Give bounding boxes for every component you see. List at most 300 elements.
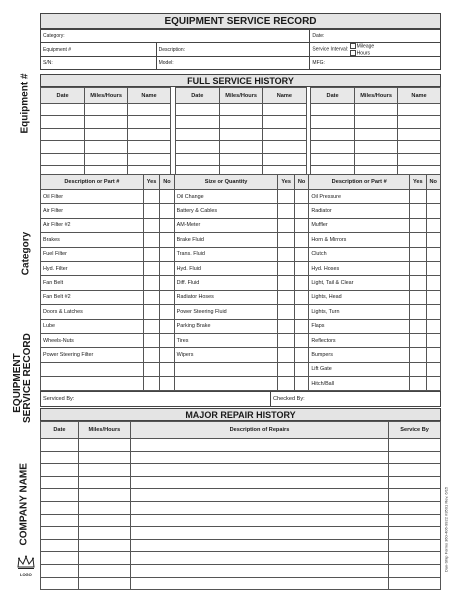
service-history-cell[interactable] bbox=[311, 153, 355, 165]
checklist-no-box[interactable] bbox=[294, 247, 308, 261]
checklist-item: Fuel Filter bbox=[41, 247, 144, 261]
service-history-cell[interactable] bbox=[175, 153, 220, 165]
mfg-field[interactable] bbox=[310, 57, 441, 70]
checklist-yes-box[interactable] bbox=[410, 218, 426, 232]
checklist-no-box[interactable] bbox=[160, 247, 174, 261]
service-history-cell[interactable] bbox=[128, 141, 171, 153]
checklist-item: Parking Brake bbox=[174, 319, 278, 333]
repair-history-cell[interactable] bbox=[78, 514, 130, 527]
repair-history-cell[interactable] bbox=[41, 552, 79, 565]
checklist-yes-box[interactable] bbox=[278, 333, 294, 347]
service-interval-field[interactable] bbox=[310, 43, 441, 57]
side-label-record-line-1: EQUIPMENT bbox=[12, 353, 23, 413]
service-history-table-2[interactable] bbox=[175, 87, 307, 178]
checklist-item: Power Steering Filter bbox=[41, 348, 144, 362]
mfg-label: MFG: bbox=[312, 60, 325, 66]
repair-history-cell[interactable] bbox=[389, 577, 441, 590]
checklist-item: Fan Belt #2 bbox=[41, 290, 144, 304]
table-row bbox=[41, 464, 441, 477]
checklist-header: No bbox=[426, 175, 440, 190]
checklist-yes-box[interactable] bbox=[278, 233, 294, 247]
checklist-no-box[interactable] bbox=[294, 261, 308, 275]
checklist-header: No bbox=[294, 175, 308, 190]
checklist-yes-box[interactable] bbox=[410, 333, 426, 347]
checklist-no-box[interactable] bbox=[294, 305, 308, 319]
checklist-no-box[interactable] bbox=[160, 218, 174, 232]
repair-history-cell[interactable] bbox=[389, 552, 441, 565]
side-label-company-name: COMPANY NAME bbox=[18, 463, 30, 546]
service-history-cell[interactable] bbox=[220, 104, 263, 116]
table-row bbox=[175, 153, 306, 165]
table-row bbox=[41, 333, 441, 347]
repair-history-cell[interactable] bbox=[41, 451, 79, 464]
service-history-header: Name bbox=[263, 88, 306, 104]
repair-history-cell[interactable] bbox=[389, 489, 441, 502]
checklist-no-box[interactable] bbox=[294, 290, 308, 304]
repair-history-cell[interactable] bbox=[41, 577, 79, 590]
checklist-no-box[interactable] bbox=[294, 362, 308, 376]
repair-history-cell[interactable] bbox=[389, 464, 441, 477]
repair-history-cell[interactable] bbox=[130, 577, 388, 590]
service-history-header: Miles/Hours bbox=[220, 88, 263, 104]
model-field[interactable] bbox=[156, 57, 310, 70]
checklist-no-box[interactable] bbox=[160, 190, 174, 204]
repair-history-cell[interactable] bbox=[41, 489, 79, 502]
service-history-cell[interactable] bbox=[175, 116, 220, 128]
repair-history-cell[interactable] bbox=[78, 439, 130, 452]
side-label-category: Category bbox=[20, 231, 32, 276]
table-row bbox=[175, 104, 306, 116]
table-row bbox=[41, 128, 171, 140]
repair-history-cell[interactable] bbox=[130, 476, 388, 489]
service-history-header: Date bbox=[41, 88, 85, 104]
checklist-item: Radiator bbox=[309, 204, 410, 218]
mileage-checkbox[interactable] bbox=[350, 43, 356, 49]
repair-history-cell[interactable] bbox=[389, 451, 441, 464]
checklist-yes-box[interactable] bbox=[410, 319, 426, 333]
checklist-item: Fan Belt bbox=[41, 276, 144, 290]
checklist-no-box[interactable] bbox=[160, 348, 174, 362]
checklist-item: Flaps bbox=[309, 319, 410, 333]
table-row bbox=[41, 439, 441, 452]
table-row bbox=[175, 141, 306, 153]
major-repair-history-table[interactable] bbox=[40, 421, 441, 590]
repair-history-cell[interactable] bbox=[78, 476, 130, 489]
checklist-yes-box[interactable] bbox=[143, 290, 159, 304]
form-publisher-note: Dan-Ship Forms 360-406-9922 #3501 Rev. 6/15 bbox=[443, 486, 449, 573]
service-history-cell[interactable] bbox=[175, 104, 220, 116]
table-row bbox=[41, 233, 441, 247]
service-history-cell[interactable] bbox=[128, 116, 171, 128]
repair-history-cell[interactable] bbox=[389, 514, 441, 527]
checklist-yes-box[interactable] bbox=[143, 233, 159, 247]
checklist-no-box[interactable] bbox=[426, 348, 440, 362]
checklist-item: Lube bbox=[41, 319, 144, 333]
service-history-cell[interactable] bbox=[263, 141, 306, 153]
checklist-yes-box[interactable] bbox=[143, 362, 159, 376]
service-history-cell[interactable] bbox=[175, 128, 220, 140]
checklist-no-box[interactable] bbox=[294, 377, 308, 391]
checklist-item bbox=[174, 377, 278, 391]
date-label: Date: bbox=[312, 33, 325, 39]
checklist-no-box[interactable] bbox=[160, 233, 174, 247]
serviced-by-label: Serviced By: bbox=[43, 396, 75, 402]
service-history-cell[interactable] bbox=[41, 153, 85, 165]
checklist-yes-box[interactable] bbox=[143, 247, 159, 261]
checklist-no-box[interactable] bbox=[426, 333, 440, 347]
table-row bbox=[41, 501, 441, 514]
repair-history-cell[interactable] bbox=[78, 552, 130, 565]
repair-history-cell[interactable] bbox=[389, 527, 441, 540]
service-history-cell[interactable] bbox=[128, 128, 171, 140]
table-row bbox=[175, 116, 306, 128]
checklist-no-box[interactable] bbox=[426, 218, 440, 232]
checklist-item: AM-Meter bbox=[174, 218, 278, 232]
service-history-cell[interactable] bbox=[355, 141, 398, 153]
checklist-yes-box[interactable] bbox=[143, 305, 159, 319]
checklist-no-box[interactable] bbox=[160, 305, 174, 319]
checklist-no-box[interactable] bbox=[294, 204, 308, 218]
repair-history-cell[interactable] bbox=[41, 501, 79, 514]
date-field[interactable] bbox=[310, 30, 441, 43]
table-row bbox=[41, 539, 441, 552]
service-history-cell[interactable] bbox=[398, 141, 441, 153]
service-history-cell[interactable] bbox=[128, 153, 171, 165]
checklist-no-box[interactable] bbox=[160, 362, 174, 376]
table-row bbox=[41, 348, 441, 362]
checklist-yes-box[interactable] bbox=[278, 218, 294, 232]
service-history-cell[interactable] bbox=[263, 128, 306, 140]
table-row bbox=[41, 319, 441, 333]
service-history-cell[interactable] bbox=[175, 141, 220, 153]
checklist-yes-box[interactable] bbox=[410, 204, 426, 218]
checklist-no-box[interactable] bbox=[426, 190, 440, 204]
repair-history-cell[interactable] bbox=[78, 577, 130, 590]
checklist-yes-box[interactable] bbox=[278, 348, 294, 362]
checklist-no-box[interactable] bbox=[426, 319, 440, 333]
repair-history-cell[interactable] bbox=[78, 539, 130, 552]
service-history-cell[interactable] bbox=[311, 104, 355, 116]
table-row bbox=[41, 527, 441, 540]
checklist-yes-box[interactable] bbox=[410, 247, 426, 261]
repair-history-cell[interactable] bbox=[130, 539, 388, 552]
checklist-yes-box[interactable] bbox=[410, 233, 426, 247]
checklist-no-box[interactable] bbox=[160, 377, 174, 391]
repair-history-cell[interactable] bbox=[41, 464, 79, 477]
checklist-yes-box[interactable] bbox=[143, 319, 159, 333]
checklist-item: Wipers bbox=[174, 348, 278, 362]
repair-history-cell[interactable] bbox=[130, 489, 388, 502]
checklist-yes-box[interactable] bbox=[143, 204, 159, 218]
table-row bbox=[311, 141, 441, 153]
repair-history-cell[interactable] bbox=[130, 501, 388, 514]
service-history-table-1[interactable] bbox=[40, 87, 171, 178]
repair-history-cell[interactable] bbox=[130, 464, 388, 477]
service-history-cell[interactable] bbox=[128, 104, 171, 116]
table-row bbox=[41, 377, 441, 391]
repair-history-cell[interactable] bbox=[78, 501, 130, 514]
checklist-item: Reflectors bbox=[309, 333, 410, 347]
checklist-yes-box[interactable] bbox=[143, 276, 159, 290]
checklist-yes-box[interactable] bbox=[410, 290, 426, 304]
service-history-cell[interactable] bbox=[85, 128, 128, 140]
repair-history-cell[interactable] bbox=[78, 564, 130, 577]
service-history-cell[interactable] bbox=[220, 116, 263, 128]
checklist-item: Hyd. Filter bbox=[41, 261, 144, 275]
checklist-item: Lights, Head bbox=[309, 290, 410, 304]
description-field[interactable] bbox=[156, 43, 310, 57]
checklist-no-box[interactable] bbox=[426, 233, 440, 247]
repair-history-cell[interactable] bbox=[41, 564, 79, 577]
hours-checkbox[interactable] bbox=[350, 50, 356, 56]
table-row bbox=[41, 362, 441, 376]
table-row bbox=[41, 489, 441, 502]
service-history-cell[interactable] bbox=[263, 153, 306, 165]
checked-by-label: Checked By: bbox=[273, 396, 305, 402]
service-history-cell[interactable] bbox=[398, 128, 441, 140]
side-label-equipment: Equipment # bbox=[19, 73, 31, 134]
checklist-item: Oil Filter bbox=[41, 190, 144, 204]
checklist-item: Hyd. Fluid bbox=[174, 261, 278, 275]
checklist-no-box[interactable] bbox=[426, 276, 440, 290]
repair-history-cell[interactable] bbox=[78, 464, 130, 477]
checklist-yes-box[interactable] bbox=[410, 261, 426, 275]
checklist-yes-box[interactable] bbox=[278, 305, 294, 319]
checklist-yes-box[interactable] bbox=[278, 190, 294, 204]
checklist-item: Trans. Fluid bbox=[174, 247, 278, 261]
service-history-cell[interactable] bbox=[263, 116, 306, 128]
repair-history-cell[interactable] bbox=[78, 451, 130, 464]
checklist-yes-box[interactable] bbox=[278, 261, 294, 275]
checklist-yes-box[interactable] bbox=[410, 348, 426, 362]
table-row bbox=[41, 564, 441, 577]
repair-history-cell[interactable] bbox=[41, 514, 79, 527]
table-row bbox=[41, 190, 441, 204]
repair-history-cell[interactable] bbox=[41, 527, 79, 540]
checklist-yes-box[interactable] bbox=[410, 305, 426, 319]
checklist-no-box[interactable] bbox=[160, 290, 174, 304]
table-row bbox=[41, 104, 171, 116]
checklist-item: Power Steering Fluid bbox=[174, 305, 278, 319]
checklist-item: Tires bbox=[174, 333, 278, 347]
checklist-yes-box[interactable] bbox=[278, 377, 294, 391]
checklist-no-box[interactable] bbox=[426, 204, 440, 218]
checklist-yes-box[interactable] bbox=[143, 377, 159, 391]
checklist-header: Yes bbox=[143, 175, 159, 190]
checklist-no-box[interactable] bbox=[294, 276, 308, 290]
checklist-no-box[interactable] bbox=[294, 348, 308, 362]
repair-history-cell[interactable] bbox=[130, 514, 388, 527]
service-history-table-3[interactable] bbox=[310, 87, 441, 178]
checklist-no-box[interactable] bbox=[294, 190, 308, 204]
table-row bbox=[41, 514, 441, 527]
service-history-cell[interactable] bbox=[263, 104, 306, 116]
checklist-yes-box[interactable] bbox=[278, 247, 294, 261]
service-history-cell[interactable] bbox=[398, 104, 441, 116]
service-history-header: Name bbox=[128, 88, 171, 104]
serial-number-label: S/N: bbox=[43, 60, 53, 66]
service-history-cell[interactable] bbox=[355, 153, 398, 165]
checklist-item: Air Filter bbox=[41, 204, 144, 218]
checklist-yes-box[interactable] bbox=[278, 362, 294, 376]
service-history-header: Date bbox=[175, 88, 220, 104]
service-history-cell[interactable] bbox=[355, 128, 398, 140]
checklist-yes-box[interactable] bbox=[278, 290, 294, 304]
equipment-number-field[interactable] bbox=[41, 43, 157, 57]
table-row bbox=[41, 116, 171, 128]
checklist-yes-box[interactable] bbox=[410, 377, 426, 391]
service-interval-label: Service Interval: bbox=[312, 46, 349, 53]
checked-by-field[interactable] bbox=[271, 392, 441, 407]
table-row bbox=[41, 153, 171, 165]
checklist-yes-box[interactable] bbox=[410, 276, 426, 290]
repair-history-cell[interactable] bbox=[389, 501, 441, 514]
repair-history-header: Miles/Hours bbox=[78, 422, 130, 439]
service-history-cell[interactable] bbox=[41, 128, 85, 140]
checklist-no-box[interactable] bbox=[160, 204, 174, 218]
checklist-item: Brake Fluid bbox=[174, 233, 278, 247]
service-history-cell[interactable] bbox=[85, 116, 128, 128]
checklist-item: Horn & Mirrors bbox=[309, 233, 410, 247]
checklist-header: Description or Part # bbox=[41, 175, 144, 190]
checklist-yes-box[interactable] bbox=[410, 190, 426, 204]
service-history-cell[interactable] bbox=[220, 141, 263, 153]
mileage-label: Mileage bbox=[356, 43, 375, 50]
checklist-yes-box[interactable] bbox=[143, 190, 159, 204]
side-label-record-line-2: SERVICE RECORD bbox=[22, 333, 33, 423]
service-history-header: Name bbox=[398, 88, 441, 104]
description-label: Description: bbox=[158, 46, 186, 53]
checklist-header: Yes bbox=[410, 175, 426, 190]
repair-history-cell[interactable] bbox=[130, 527, 388, 540]
checklist-no-box[interactable] bbox=[426, 247, 440, 261]
signoff-row bbox=[40, 391, 441, 407]
checklist-header: Description or Part # bbox=[309, 175, 410, 190]
checklist-no-box[interactable] bbox=[160, 261, 174, 275]
repair-history-cell[interactable] bbox=[41, 476, 79, 489]
table-row bbox=[311, 116, 441, 128]
checklist-yes-box[interactable] bbox=[143, 348, 159, 362]
service-history-cell[interactable] bbox=[85, 104, 128, 116]
service-history-cell[interactable] bbox=[41, 141, 85, 153]
table-row bbox=[41, 276, 441, 290]
checklist-no-box[interactable] bbox=[426, 362, 440, 376]
checklist-item: Doors & Latches bbox=[41, 305, 144, 319]
checklist-yes-box[interactable] bbox=[410, 362, 426, 376]
table-row bbox=[41, 204, 441, 218]
service-history-cell[interactable] bbox=[355, 116, 398, 128]
checklist-item: Hyd. Hoses bbox=[309, 261, 410, 275]
checklist-no-box[interactable] bbox=[426, 290, 440, 304]
service-history-cell[interactable] bbox=[311, 116, 355, 128]
checklist-no-box[interactable] bbox=[426, 377, 440, 391]
checklist-yes-box[interactable] bbox=[143, 218, 159, 232]
category-field[interactable] bbox=[41, 30, 310, 43]
checklist-no-box[interactable] bbox=[294, 218, 308, 232]
service-history-cell[interactable] bbox=[85, 141, 128, 153]
service-history-cell[interactable] bbox=[398, 116, 441, 128]
repair-history-cell[interactable] bbox=[41, 439, 79, 452]
table-row bbox=[41, 577, 441, 590]
repair-history-cell[interactable] bbox=[389, 564, 441, 577]
category-label: Category: bbox=[43, 33, 65, 39]
service-history-cell[interactable] bbox=[41, 116, 85, 128]
equipment-number-label: Equipment # bbox=[43, 46, 72, 53]
repair-history-cell[interactable] bbox=[389, 539, 441, 552]
checklist-no-box[interactable] bbox=[160, 276, 174, 290]
table-row bbox=[41, 451, 441, 464]
checklist-yes-box[interactable] bbox=[278, 319, 294, 333]
repair-history-header: Description of Repairs bbox=[130, 422, 388, 439]
checklist-item bbox=[41, 377, 144, 391]
checklist-no-box[interactable] bbox=[160, 319, 174, 333]
checklist-no-box[interactable] bbox=[294, 233, 308, 247]
table-row bbox=[311, 104, 441, 116]
checklist-item: Muffler bbox=[309, 218, 410, 232]
service-history-cell[interactable] bbox=[311, 141, 355, 153]
repair-history-cell[interactable] bbox=[130, 439, 388, 452]
page-title: EQUIPMENT SERVICE RECORD bbox=[40, 13, 441, 29]
repair-history-cell[interactable] bbox=[41, 539, 79, 552]
checklist-no-box[interactable] bbox=[426, 261, 440, 275]
repair-history-cell[interactable] bbox=[130, 451, 388, 464]
checklist-item: Radiator Hoses bbox=[174, 290, 278, 304]
serial-number-field[interactable] bbox=[41, 57, 157, 70]
service-history-cell[interactable] bbox=[85, 153, 128, 165]
checklist-no-box[interactable] bbox=[160, 333, 174, 347]
checklist-no-box[interactable] bbox=[294, 333, 308, 347]
table-row bbox=[41, 247, 441, 261]
serviced-by-field[interactable] bbox=[41, 392, 271, 407]
logo-text: LOGO bbox=[20, 572, 32, 577]
table-row bbox=[41, 141, 171, 153]
checklist-yes-box[interactable] bbox=[278, 204, 294, 218]
table-row bbox=[41, 305, 441, 319]
checklist-yes-box[interactable] bbox=[143, 261, 159, 275]
table-row bbox=[41, 261, 441, 275]
repair-history-cell[interactable] bbox=[389, 439, 441, 452]
checklist-item: Battery & Cables bbox=[174, 204, 278, 218]
checklist-no-box[interactable] bbox=[426, 305, 440, 319]
checklist-header: No bbox=[160, 175, 174, 190]
repair-history-header: Date bbox=[41, 422, 79, 439]
service-history-cell[interactable] bbox=[398, 153, 441, 165]
checklist-yes-box[interactable] bbox=[143, 333, 159, 347]
full-service-history-title: FULL SERVICE HISTORY bbox=[40, 74, 441, 87]
service-history-cell[interactable] bbox=[220, 153, 263, 165]
table-row bbox=[41, 290, 441, 304]
service-history-header: Miles/Hours bbox=[355, 88, 398, 104]
repair-history-cell[interactable] bbox=[78, 489, 130, 502]
service-history-cell[interactable] bbox=[311, 128, 355, 140]
checklist-item: Light, Tail & Clear bbox=[309, 276, 410, 290]
checklist-item: Oil Pressure bbox=[309, 190, 410, 204]
repair-history-cell[interactable] bbox=[78, 527, 130, 540]
checklist-item: Oil Change bbox=[174, 190, 278, 204]
model-label: Model: bbox=[158, 60, 174, 66]
service-history-cell[interactable] bbox=[355, 104, 398, 116]
service-history-cell[interactable] bbox=[220, 128, 263, 140]
checklist-item: Lights, Turn bbox=[309, 305, 410, 319]
checklist-no-box[interactable] bbox=[294, 319, 308, 333]
service-history-cell[interactable] bbox=[41, 104, 85, 116]
checklist-yes-box[interactable] bbox=[278, 276, 294, 290]
repair-history-cell[interactable] bbox=[389, 476, 441, 489]
table-row bbox=[41, 218, 441, 232]
checklist-item: Hitch/Ball bbox=[309, 377, 410, 391]
repair-history-cell[interactable] bbox=[130, 564, 388, 577]
repair-history-cell[interactable] bbox=[130, 552, 388, 565]
